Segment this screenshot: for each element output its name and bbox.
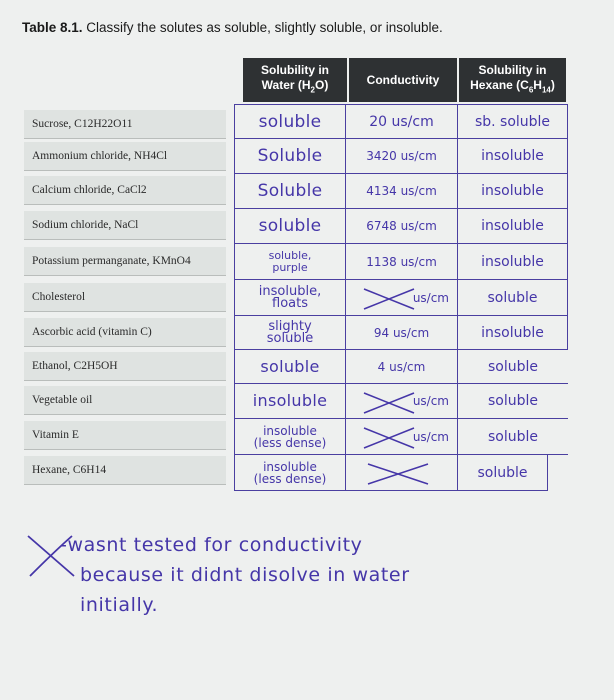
conductivity-cell-ethanol [346, 350, 458, 384]
hexane-cell-cholesterol [458, 280, 568, 316]
cell-text: us/cm [412, 290, 449, 305]
cell-line2: soluble [266, 330, 314, 346]
hexane-cell-calcium-chloride [458, 174, 568, 209]
row-label-text: Hexane, C6H14 [32, 464, 107, 476]
cell-line2: (less dense) [253, 435, 327, 450]
cell-text: 20 us/cm [369, 113, 434, 130]
cell-text: insoluble [481, 148, 544, 164]
water-cell-ammonium-chloride [234, 139, 346, 174]
cross-mark-icon [364, 458, 434, 488]
header-conductivity-label: Conductivity [366, 72, 440, 87]
cell-text: soluble [487, 289, 538, 306]
cell-text: soluble [260, 356, 320, 376]
cross-mark-icon [360, 422, 420, 452]
cell-text: insoluble [481, 253, 544, 270]
conductivity-cell-calcium-chloride [346, 174, 458, 209]
cell-text: Soluble [257, 181, 323, 201]
hexane-cell-vitamin-e [458, 419, 568, 455]
conductivity-cell-sodium-chloride [346, 209, 458, 244]
cell-text: soluble [258, 216, 322, 236]
row-label-sodium-chloride [24, 211, 226, 240]
header-conductivity [349, 58, 457, 102]
water-cell-ethanol [234, 350, 346, 384]
hexane-cell-ammonium-chloride [458, 139, 568, 174]
header-hexane-end: ) [550, 77, 555, 92]
water-cell-sodium-chloride [234, 209, 346, 244]
cell-text: soluble [487, 393, 538, 409]
row-label-text: Ammonium chloride, NH4Cl [32, 150, 168, 162]
conductivity-cell-potassium-permanganate [346, 244, 458, 280]
row-label-text: Potassium permanganate, KMnO4 [32, 255, 191, 267]
note-line-3: initially. [80, 594, 159, 616]
cell-text: sb. soluble [474, 113, 551, 130]
row-label-ammonium-chloride [24, 142, 226, 171]
header-hexane-sub1: 6 [528, 85, 534, 95]
row-label-text: Ethanol, C2H5OH [32, 360, 118, 372]
header-hexane-line2: Hexane (C [470, 77, 529, 92]
conductivity-cell-ammonium-chloride [346, 139, 458, 174]
row-label-vitamin-e [24, 421, 226, 450]
header-water-end: O) [315, 77, 329, 92]
cell-text: us/cm [412, 429, 449, 444]
handwritten-note [60, 530, 410, 620]
cell-text: insoluble [481, 183, 544, 199]
hexane-cell-vegetable-oil [458, 384, 568, 419]
cell-line1: soluble, [268, 248, 312, 262]
row-label-text: Ascorbic acid (vitamin C) [32, 326, 152, 338]
conductivity-cell-hexane [346, 455, 458, 491]
water-cell-potassium-permanganate [234, 244, 346, 280]
header-water-solubility [243, 58, 347, 102]
header-hexane-mid: H [533, 77, 542, 92]
row-label-ascorbic-acid [24, 318, 226, 347]
cell-line2: floats [272, 295, 308, 311]
header-hexane-line1: Solubility in [478, 62, 547, 77]
cell-line2: (less dense) [253, 471, 327, 486]
cell-text: 4134 us/cm [366, 184, 437, 198]
note-line-1: -wasnt tested for conductivity [60, 534, 363, 556]
cross-mark-icon [360, 387, 420, 417]
row-label-ethanol [24, 352, 226, 381]
cell-text: insoluble [481, 324, 544, 341]
cell-text: insoluble [481, 218, 544, 234]
row-label-vegetable-oil [24, 386, 226, 415]
row-label-text: Cholesterol [32, 291, 86, 303]
header-hexane-solubility [459, 58, 566, 102]
row-label-potassium-permanganate [24, 247, 226, 276]
note-line-2: because it didnt disolve in water [80, 564, 410, 586]
cell-line1: insoluble [263, 459, 317, 474]
hexane-cell-ethanol [458, 350, 568, 384]
hexane-cell-ascorbic-acid [458, 316, 568, 350]
cell-line1: insoluble [263, 423, 317, 438]
header-water-line1: Solubility in [261, 62, 329, 77]
cell-text: 4 us/cm [377, 359, 426, 374]
table-caption-text: Classify the solutes as soluble, slightly soluble, or insoluble. [86, 20, 443, 35]
cell-text: 3420 us/cm [366, 149, 437, 163]
cell-text: insoluble [252, 391, 328, 410]
cross-mark-icon [360, 283, 420, 313]
header-water-line2: Water (H [261, 77, 311, 92]
row-label-text: Vegetable oil [32, 394, 93, 406]
table-caption [22, 20, 443, 35]
cell-text: soluble [487, 428, 538, 445]
conductivity-cell-cholesterol [346, 280, 458, 316]
cell-text: soluble [487, 358, 538, 375]
conductivity-cell-vegetable-oil [346, 384, 458, 419]
cell-text: 94 us/cm [373, 325, 430, 340]
conductivity-cell-ascorbic-acid [346, 316, 458, 350]
water-cell-vitamin-e [234, 419, 346, 455]
cell-text: soluble [477, 464, 528, 481]
row-label-calcium-chloride [24, 176, 226, 205]
water-cell-sucrose [234, 104, 346, 139]
row-label-cholesterol [24, 283, 226, 312]
cell-text: 1138 us/cm [366, 254, 437, 269]
water-cell-ascorbic-acid [234, 316, 346, 350]
water-cell-vegetable-oil [234, 384, 346, 419]
hexane-cell-hexane [458, 455, 548, 491]
water-cell-hexane [234, 455, 346, 491]
hexane-cell-potassium-permanganate [458, 244, 568, 280]
cell-text: soluble [258, 111, 322, 132]
water-cell-cholesterol [234, 280, 346, 316]
water-cell-calcium-chloride [234, 174, 346, 209]
row-label-text: Sodium chloride, NaCl [32, 219, 139, 231]
cell-line2: purple [272, 260, 308, 274]
cell-line1: insoluble, [258, 283, 322, 299]
header-water-sub: 2 [310, 85, 315, 95]
cell-text: us/cm [412, 394, 449, 408]
cell-line1: slighty [268, 318, 312, 334]
cell-text: 6748 us/cm [366, 219, 437, 233]
row-label-text: Sucrose, C12H22O11 [32, 118, 133, 130]
row-label-text: Calcium chloride, CaCl2 [32, 184, 147, 196]
table-number: Table 8.1. [22, 20, 83, 35]
hexane-cell-sodium-chloride [458, 209, 568, 244]
header-hexane-sub2: 14 [541, 85, 551, 95]
hexane-cell-sucrose [458, 104, 568, 139]
cell-text: Soluble [257, 146, 323, 166]
row-label-hexane [24, 456, 226, 485]
row-label-sucrose [24, 110, 226, 139]
row-label-text: Vitamin E [32, 429, 79, 441]
conductivity-cell-vitamin-e [346, 419, 458, 455]
conductivity-cell-sucrose [346, 104, 458, 139]
